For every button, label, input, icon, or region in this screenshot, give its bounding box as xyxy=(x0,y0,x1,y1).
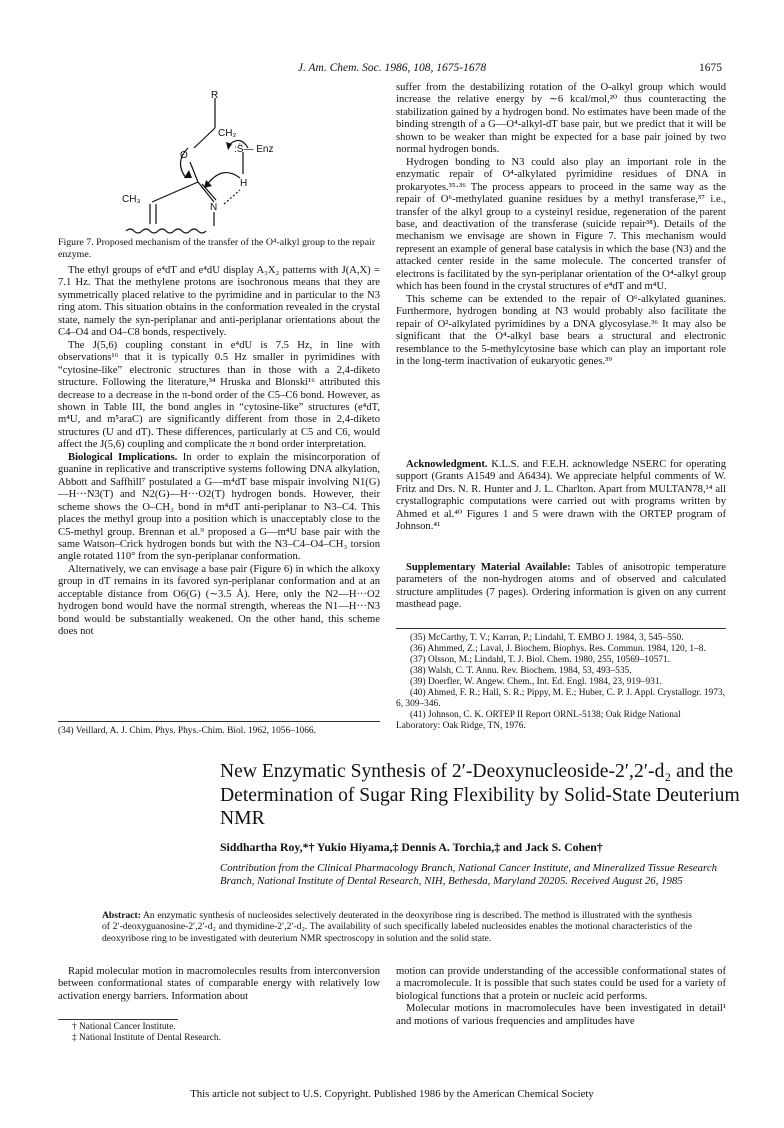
label-n: N xyxy=(210,202,218,213)
reference-item: (39) Doerfler, W. Angew. Chem., Int. Ed. Engl. 1984, 23, 919–931. xyxy=(410,677,662,687)
page-number: 1675 xyxy=(699,62,722,74)
page-footer: This article not subject to U.S. Copyright. Published 1986 by the American Chemical Society xyxy=(190,1088,594,1100)
supplementary-heading: Supplementary Material Available: xyxy=(406,562,571,573)
paragraph: suffer from the destabilizing rotation of the O-alkyl group which would increase the relative energy by ∼6 kcal/mol,²⁰ thus counteracting the stabilization gained by a hydrogen bond. No estimates have been made of the binding strength of a G––O⁴-alkyl-dT base pair, but we predict that it will be shown to be weaker than might be expected for a base pair joined by two normal hydrogen bonds. xyxy=(396,82,726,156)
reference-34: (34) Veillard, A. J. Chim. Phys. Phys.-Chim. Biol. 1962, 1056–1066. xyxy=(58,726,316,736)
label-h: H xyxy=(240,178,248,189)
paragraph: Hydrogen bonding to N3 could also play an important role in the enzymatic repair of O⁴-alkylated pyrimidine residues of DNA in prokaryotes.³⁵·³⁶ The process appears to proceed in the same way as the repair of O⁶-methylated guanine residues by a methyl transferase,³⁷ i.e., transfer of the alkyl group to a cysteinyl residue, regeneration of the parent base, and deactivation of the transferase (suicide repair³⁸). Details of the mechanism we envisage are shown in Figure 7. This mechanism would represent an example of general base catalysis in which the base (N3) and the attacked center reside in the same molecule. The concerted transfer of electrons is facilitated by the syn-periplanar orientation of the O⁴-alkyl group which has been found in the crystal structures of e⁴dT and m⁴U. xyxy=(396,156,726,293)
author-footnotes xyxy=(58,1022,380,1044)
article-right-column xyxy=(396,966,726,1028)
paragraph: This scheme can be extended to the repair of O⁶-alkylated guanines. Furthermore, hydrogen bonding at N3 would probably also facilitate the repair of O²-alkylated pyrimidines by a DNA glycosylase.³⁶ It may also be significant that the O⁴-alkyl base bears a structural and electronic resemblance to the 5-methylcytosine base which can play an important role in the long-term inactivation of eukaryotic genes.³⁹ xyxy=(396,293,726,367)
footnote-rule xyxy=(58,721,380,722)
left-column xyxy=(58,265,380,639)
label-ch2: CH₂ xyxy=(218,128,237,139)
footnote-rule xyxy=(58,1019,178,1020)
right-column xyxy=(396,82,726,368)
footnote: † National Cancer Institute. xyxy=(72,1022,176,1032)
paragraph: Molecular motions in macromolecules have been investigated in detail¹ and motions of various frequencies and amplitudes have xyxy=(396,1003,726,1027)
reference-item: (37) Olsson, M.; Lindahl, T. J. Biol. Chem. 1980, 255, 10569–10571. xyxy=(410,655,671,665)
journal-citation: J. Am. Chem. Soc. 1986, 108, 1675-1678 xyxy=(297,62,487,74)
reference-item: (36) Ahmmed, Z.; Laval, J. Biochem. Biophys. Res. Commun. 1984, 120, 1–8. xyxy=(410,644,706,654)
reference-item: (38) Walsh, C. T. Annu. Rev. Biochem. 1984, 53, 493–535. xyxy=(410,666,632,676)
section-heading: Biological Implications. xyxy=(68,451,178,463)
article-left-column xyxy=(58,966,380,1003)
reference-item: (35) McCarthy, T. V.; Karran, P.; Lindahl, T. EMBO J. 1984, 3, 545–550. xyxy=(410,633,684,643)
paragraph-biological-implications: Biological Implications. In order to explain the misincorporation of guanine in replicative and transcriptive systems following DNA alkylation, Abbott and Saffhill⁷ postulated a G––m⁴dT base mispair involving N1(G)—H···N3(T) and N2(G)—H···O2(T) hydrogen bonds. However, their scheme shows the O–CH₃ bond in m⁴dT anti-periplanar to N3–C4. This places the methyl group into a position which is unacceptably close to the C5-methyl group. Brennan et al.⁹ proposed a G––m⁴U base pair with the same Watson–Crick hydrogen bonds but with the N3–C4–O4–CH₃ torsion angle rotated 110° from the syn-periplanar conformation. xyxy=(58,451,380,563)
paragraph: The J(5,6) coupling constant in e⁴dU is 7.5 Hz, in line with observations¹⁶ that it is typically 0.5 Hz smaller in pyrimidines with “cytosine-like” electronic structures than in those with a 2,4-diketo structure. Following the literature,³⁴ Hruska and Blonski¹⁶ attributed this decrease to a decrease in the π-bond order of the C5–C6 bond. However, as shown in Table III, the bond angles in “cytosine-like” structures (e⁴dT, m⁴U, and m⁵araC) are significantly different from those in 2,4-diketo structures (U and dT). These differences, particularly at C5 and C6, would affect the J(5,6) coupling and complicate the π bond order interpretation. xyxy=(58,339,380,451)
reference-item: (40) Ahmed, F. R.; Hall, S. R.; Pippy, M. E.; Huber, C. P. J. Appl. Crystallogr. 1973, 6, 309–346. xyxy=(396,688,725,709)
supplementary-material: Supplementary Material Available: Tables of anisotropic temperature parameters of the non-hydrogen atoms and of observed and calculated structure amplitudes (7 pages). Ordering information is given on any current masthead page. xyxy=(396,562,726,611)
figure-7-caption: Figure 7. Proposed mechanism of the transfer of the O⁴-alkyl group to the repair enzyme. xyxy=(58,237,376,260)
references-rule xyxy=(396,628,726,629)
label-ch3: CH₃ xyxy=(122,194,141,205)
label-r: R xyxy=(211,90,219,101)
paragraph: The ethyl groups of e⁴dT and e⁴dU display A₃X₂ patterns with J(A,X) = 7.1 Hz. That the methylene protons are isochronous means that they are symmetrically placed relative to the pyrimidine and in particular to the N3 ring atom. This situation obtains in the conformation revealed in the crystal state, namely the syn-periplanar and anti-periplanar orientations about the C4–O4 and O4–C8 bonds, respectively. xyxy=(58,265,380,339)
label-o: O xyxy=(180,150,188,161)
mechanism-diagram xyxy=(90,86,380,236)
footnote: ‡ National Institute of Dental Research. xyxy=(72,1033,221,1043)
reference-item: (41) Johnson, C. K. ORTEP II Report ORNL-5138; Oak Ridge National Laboratory: Oak Ridge, TN, 1976. xyxy=(396,710,681,731)
paragraph: Rapid molecular motion in macromolecules results from interconversion between conformational states of comparable energy with relatively low activation energy barriers. Information about xyxy=(58,966,380,1002)
running-header xyxy=(0,62,784,76)
paragraph: motion can provide understanding of the accessible conformational states of a macromolecule. It is possible that such states could be used for a variety of biological functions that a protein or nucleic acid performs. xyxy=(396,966,726,1002)
abstract: Abstract: An enzymatic synthesis of nucleosides selectively deuterated in the deoxyribose ring is described. The method is illustrated with the synthesis of 2′-deoxyguanosine-2′,2′-d₂ and thymidine-2′,2′-d₂. The availability of such specifically labeled nucleosides enables the motional characteristics of the deoxyribose ring to be investigated with deuterium NMR spectroscopy in solution and the solid state. xyxy=(102,910,692,944)
acknowledgment-heading: Acknowledgment. xyxy=(406,459,488,470)
acknowledgment: Acknowledgment. K.L.S. and F.E.H. acknowledge NSERC for operating support (Grants A1549 and A6434). We appreciate helpful comments of W. Fritz and Drs. N. R. Hunter and J. L. Charlton. Apart from MULTAN78,¹⁴ all crystallographic computations were carried out with programs written by Ahmed et al.⁴⁰ Figures 1 and 5 were drawn with the ORTEP program of Johnson.⁴¹ xyxy=(396,459,726,533)
reference-list xyxy=(396,633,726,732)
article-affiliation: Contribution from the Clinical Pharmacology Branch, National Cancer Institute, and Mineralized Tissue Research Branch, National Institute of Dental Research, NIH, Bethesda, Maryland 20205. Received August 26, 1985 xyxy=(220,862,718,887)
paragraph: Alternatively, we can envisage a base pair (Figure 6) in which the alkoxy group in dT remains in its favored syn-periplanar conformation and at an acceptable distance from O6(G) (∼3.5 Å). Here, only the N2—H···O2 hydrogen bond would have the normal strength, whereas the N1—H···N3 bond would be substantially weakened. On the other hand, this scheme does not xyxy=(58,563,380,638)
article-title: New Enzymatic Synthesis of 2′-Deoxynucleoside-2′,2′-d₂ and the Determination of Sugar Ring Flexibility by Solid-State Deuterium NMR xyxy=(220,761,740,829)
figure-7-mechanism xyxy=(90,86,380,236)
label-s-enz: :S̈— Enz xyxy=(234,144,274,155)
abstract-heading: Abstract: xyxy=(102,910,141,921)
article-authors: Siddhartha Roy,*† Yukio Hiyama,‡ Dennis A. Torchia,‡ and Jack S. Cohen† xyxy=(220,840,603,854)
